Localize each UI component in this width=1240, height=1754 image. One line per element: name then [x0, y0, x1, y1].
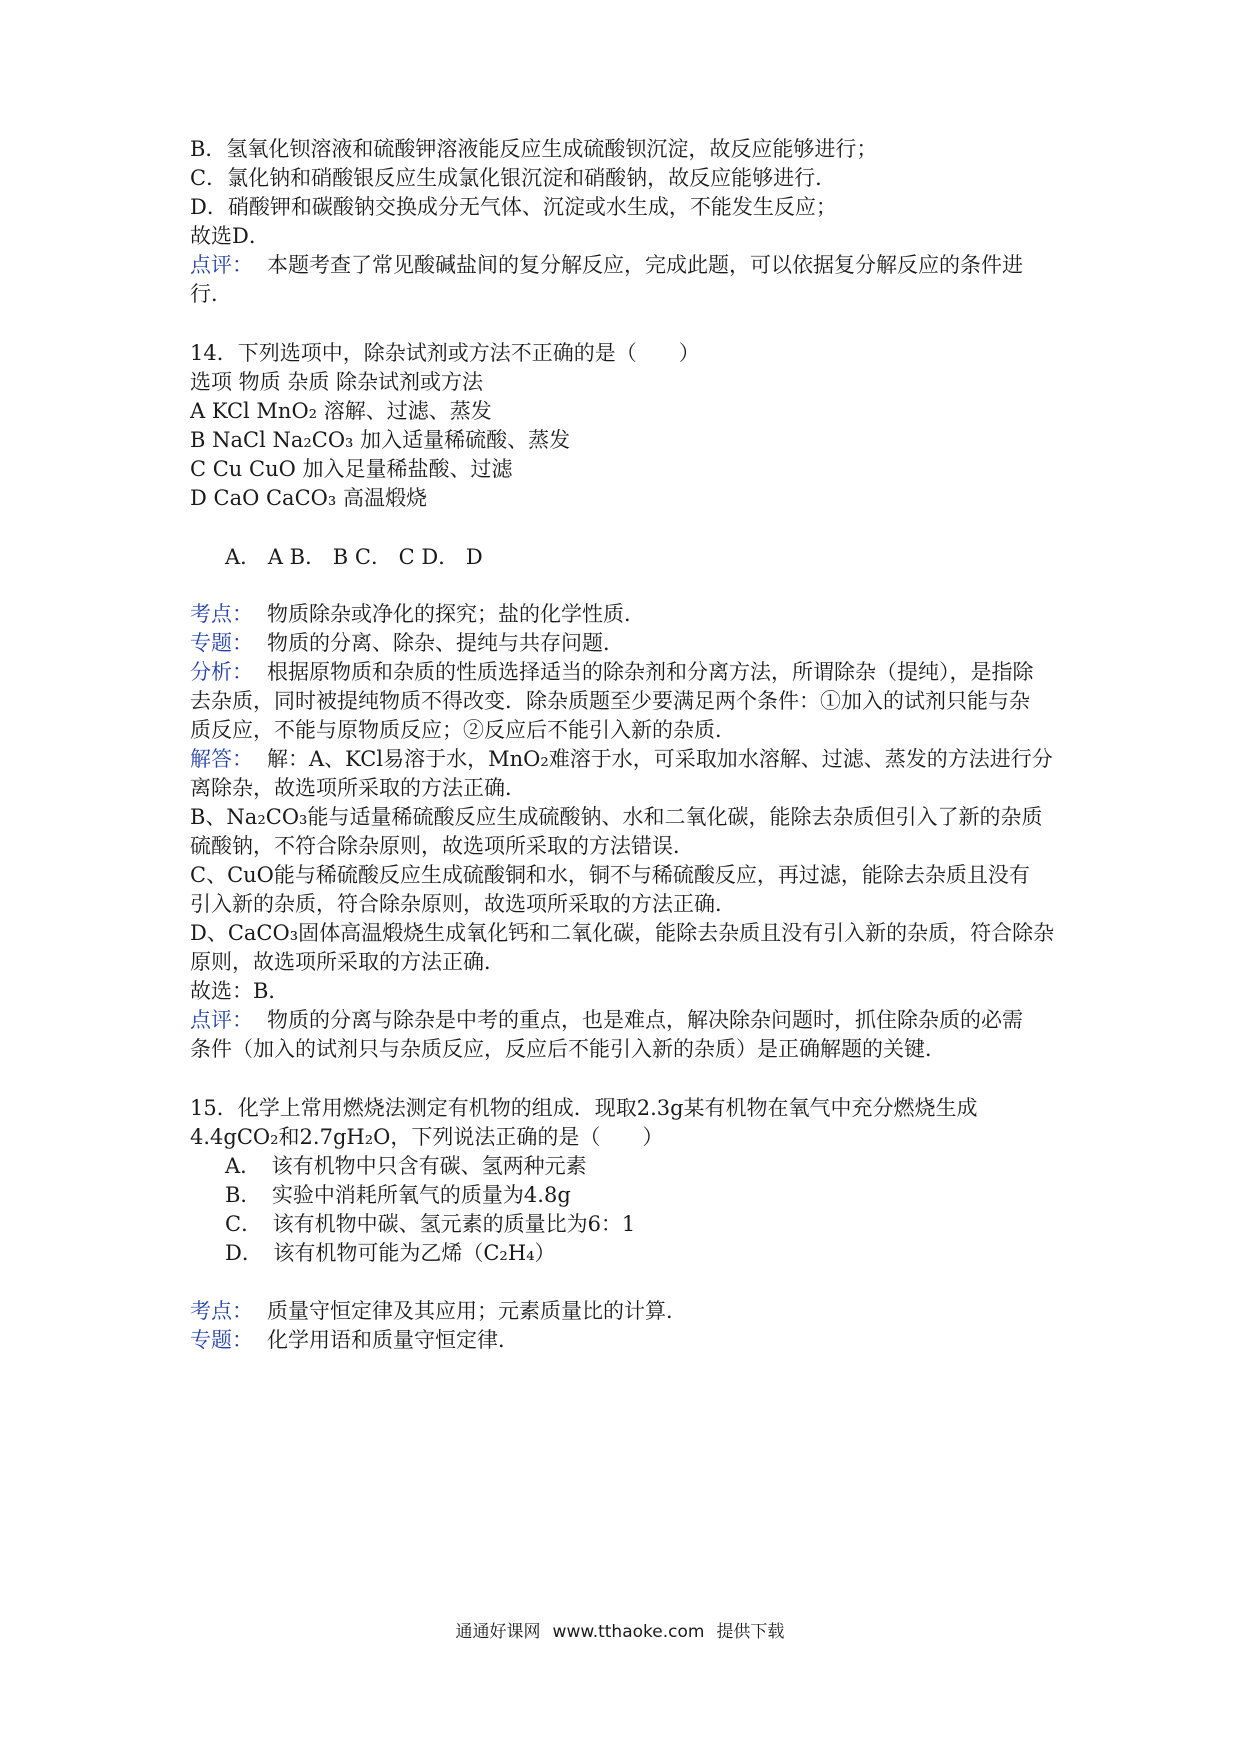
footer-suffix: 提供下载 [716, 1622, 785, 1642]
q13-answer: 故选D． [190, 224, 270, 248]
q14-kaodian [190, 598, 1070, 630]
q13-comment [190, 249, 1070, 281]
q14-jieda-cont-5: 引入新的杂质，符合除杂原则，故选项所采取的方法正确． [190, 892, 736, 916]
q14-jieda [190, 743, 1070, 775]
q13-comment-cont: 行． [190, 282, 232, 306]
q14-jieda-cont-7: 原则，故选项所采取的方法正确． [190, 950, 505, 974]
q14-row-c: C Cu CuO 加入足量稀盐酸、过滤 [190, 457, 513, 481]
q14-jieda-cont-3: 硫酸钠，不符合除杂原则，故选项所采取的方法错误． [190, 834, 694, 858]
fenxi-label: 分析： [190, 660, 253, 684]
dianping-text: 物质的分离与除杂是中考的重点，也是难点，解决除杂问题时，抓住除杂质的必需 [267, 1008, 1023, 1032]
page-footer [0, 1620, 1240, 1644]
q14-jieda-cont-2: B、Na₂CO₃能与适量稀硫酸反应生成硫酸钠、水和二氧化碳，能除去杂质但引入了新的杂质 [190, 805, 1043, 829]
q14-options: A． A B． B C． C D． D [225, 545, 483, 569]
kaodian-text: 物质除杂或净化的探究；盐的化学性质． [267, 602, 645, 626]
fenxi-text: 根据原物质和杂质的性质选择适当的除杂剂和分离方法，所谓除杂（提纯），是指除 [267, 660, 1034, 684]
footer-url[interactable]: www.tthaoke.com [552, 1622, 705, 1642]
jieda-text: 解：A、KCl易溶于水，MnO₂难溶于水，可采取加水溶解、过滤、蒸发的方法进行分 [267, 747, 1053, 771]
q14-fenxi [190, 656, 1070, 688]
comment-text: 本题考查了常见酸碱盐间的复分解反应，完成此题，可以依据复分解反应的条件进 [267, 253, 1023, 277]
q13-option-d-analysis: D．硝酸钾和碳酸钠交换成分无气体、沉淀或水生成，不能发生反应； [190, 195, 837, 219]
comment-label: 点评： [190, 253, 253, 277]
q14-zhuanti [190, 627, 1070, 659]
q14-stem: 14．下列选项中，除杂试剂或方法不正确的是（ ） [190, 341, 700, 365]
q14-row-a: A KCl MnO₂ 溶解、过滤、蒸发 [190, 399, 492, 423]
q14-jieda-cont-6: D、CaCO₃固体高温煅烧生成氧化钙和二氧化碳，能除去杂质且没有引入新的杂质，符合除杂 [190, 921, 1055, 945]
q15-option-d: D． 该有机物可能为乙烯（C₂H₄） [225, 1241, 556, 1265]
zhuanti-text: 化学用语和质量守恒定律． [267, 1328, 519, 1352]
q15-stem-cont: 4.4gCO₂和2.7gH₂O，下列说法正确的是（ ） [190, 1125, 664, 1149]
q14-fenxi-cont-1: 去杂质，同时被提纯物质不得改变．除杂质题至少要满足两个条件：①加入的试剂只能与杂 [190, 689, 1030, 713]
q14-jieda-cont-4: C、CuO能与稀硫酸反应生成硫酸铜和水，铜不与稀硫酸反应，再过滤，能除去杂质且没有 [190, 863, 1030, 887]
q14-answer: 故选：B． [190, 979, 290, 1003]
q13-option-b-analysis: B．氢氧化钡溶液和硫酸钾溶液能反应生成硫酸钡沉淀，故反应能够进行； [190, 137, 878, 161]
q15-zhuanti [190, 1324, 1070, 1356]
q15-option-a: A． 该有机物中只含有碳、氢两种元素 [225, 1154, 587, 1178]
q15-stem: 15．化学上常用燃烧法测定有机物的组成．现取2.3g某有机物在氧气中充分燃烧生成 [190, 1096, 978, 1120]
zhuanti-label: 专题： [190, 631, 253, 655]
q14-fenxi-cont-2: 质反应，不能与原物质反应；②反应后不能引入新的杂质． [190, 718, 736, 742]
kaodian-label: 考点： [190, 602, 253, 626]
q13-option-c-analysis: C．氯化钠和硝酸银反应生成氯化银沉淀和硝酸钠，故反应能够进行． [190, 166, 837, 190]
q14-jieda-cont-1: 离除杂，故选项所采取的方法正确． [190, 776, 526, 800]
q15-option-b: B． 实验中消耗所氧气的质量为4.8g [225, 1183, 571, 1207]
q15-kaodian [190, 1295, 1070, 1327]
zhuanti-text: 物质的分离、除杂、提纯与共存问题． [267, 631, 624, 655]
q15-option-c: C． 该有机物中碳、氢元素的质量比为6：1 [225, 1212, 636, 1236]
q14-table-header: 选项 物质 杂质 除杂试剂或方法 [190, 370, 484, 394]
zhuanti-label: 专题： [190, 1328, 253, 1352]
q14-dianping [190, 1004, 1070, 1036]
footer-site-name: 通通好课网 [455, 1622, 541, 1642]
q14-dianping-cont: 条件（加入的试剂只与杂质反应，反应后不能引入新的杂质）是正确解题的关键． [190, 1037, 946, 1061]
q14-row-b: B NaCl Na₂CO₃ 加入适量稀硫酸、蒸发 [190, 428, 571, 452]
kaodian-label: 考点： [190, 1299, 253, 1323]
kaodian-text: 质量守恒定律及其应用；元素质量比的计算． [267, 1299, 687, 1323]
q14-row-d: D CaO CaCO₃ 高温煅烧 [190, 486, 427, 510]
dianping-label: 点评： [190, 1008, 253, 1032]
jieda-label: 解答： [190, 747, 253, 771]
